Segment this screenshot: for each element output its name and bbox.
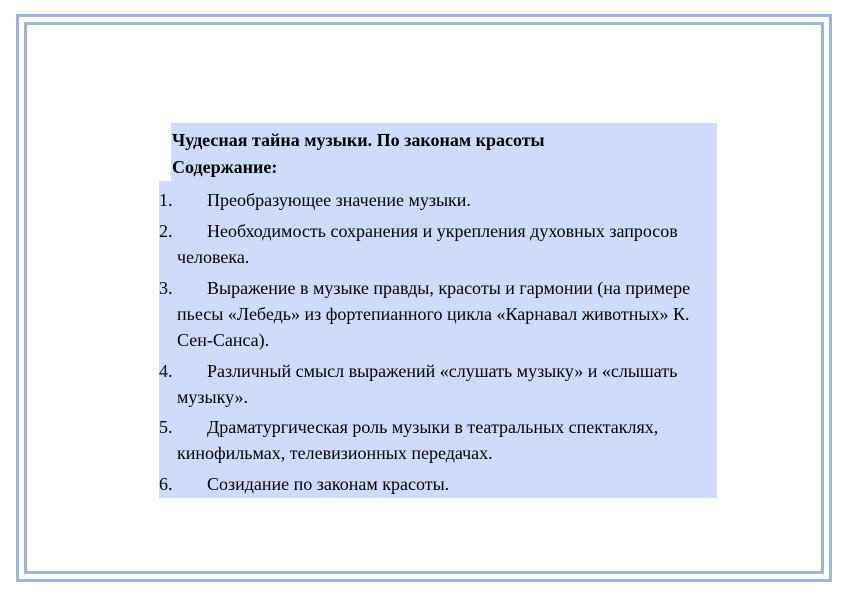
list-item-text: Созидание по законам красоты. [207,474,450,494]
list-item-text: Выражение в музыке правды, красоты и гармонии (на примере пьесы «Лебедь» из фортепианного цикла «Карнавал животных» К. Сен-Санса). [177,278,691,350]
list-item-number: 6. [159,474,173,494]
list-item-number: 5. [159,417,173,437]
list-item-number: 3. [159,278,173,298]
list-item-text: Драматургическая роль музыки в театральных спектаклях, кинофильмах, телевизионных передачах. [177,417,659,463]
list-item-text: Преобразующее значение музыки. [207,190,471,210]
list-item-text: Необходимость сохранения и укрепления духовных запросов человека. [177,221,678,267]
slide-title: Чудесная тайна музыки. По законам красоты [172,130,545,150]
list-item-number: 4. [159,361,173,381]
list-item-number: 1. [159,190,173,210]
list-item-number: 2. [159,221,173,241]
list-item-text: Различный смысл выражений «слушать музыку» и «слышать музыку». [177,361,678,407]
contents-heading: Содержание: [172,157,278,177]
content-box [159,123,717,498]
heading-block [171,123,717,181]
contents-list [159,181,717,498]
